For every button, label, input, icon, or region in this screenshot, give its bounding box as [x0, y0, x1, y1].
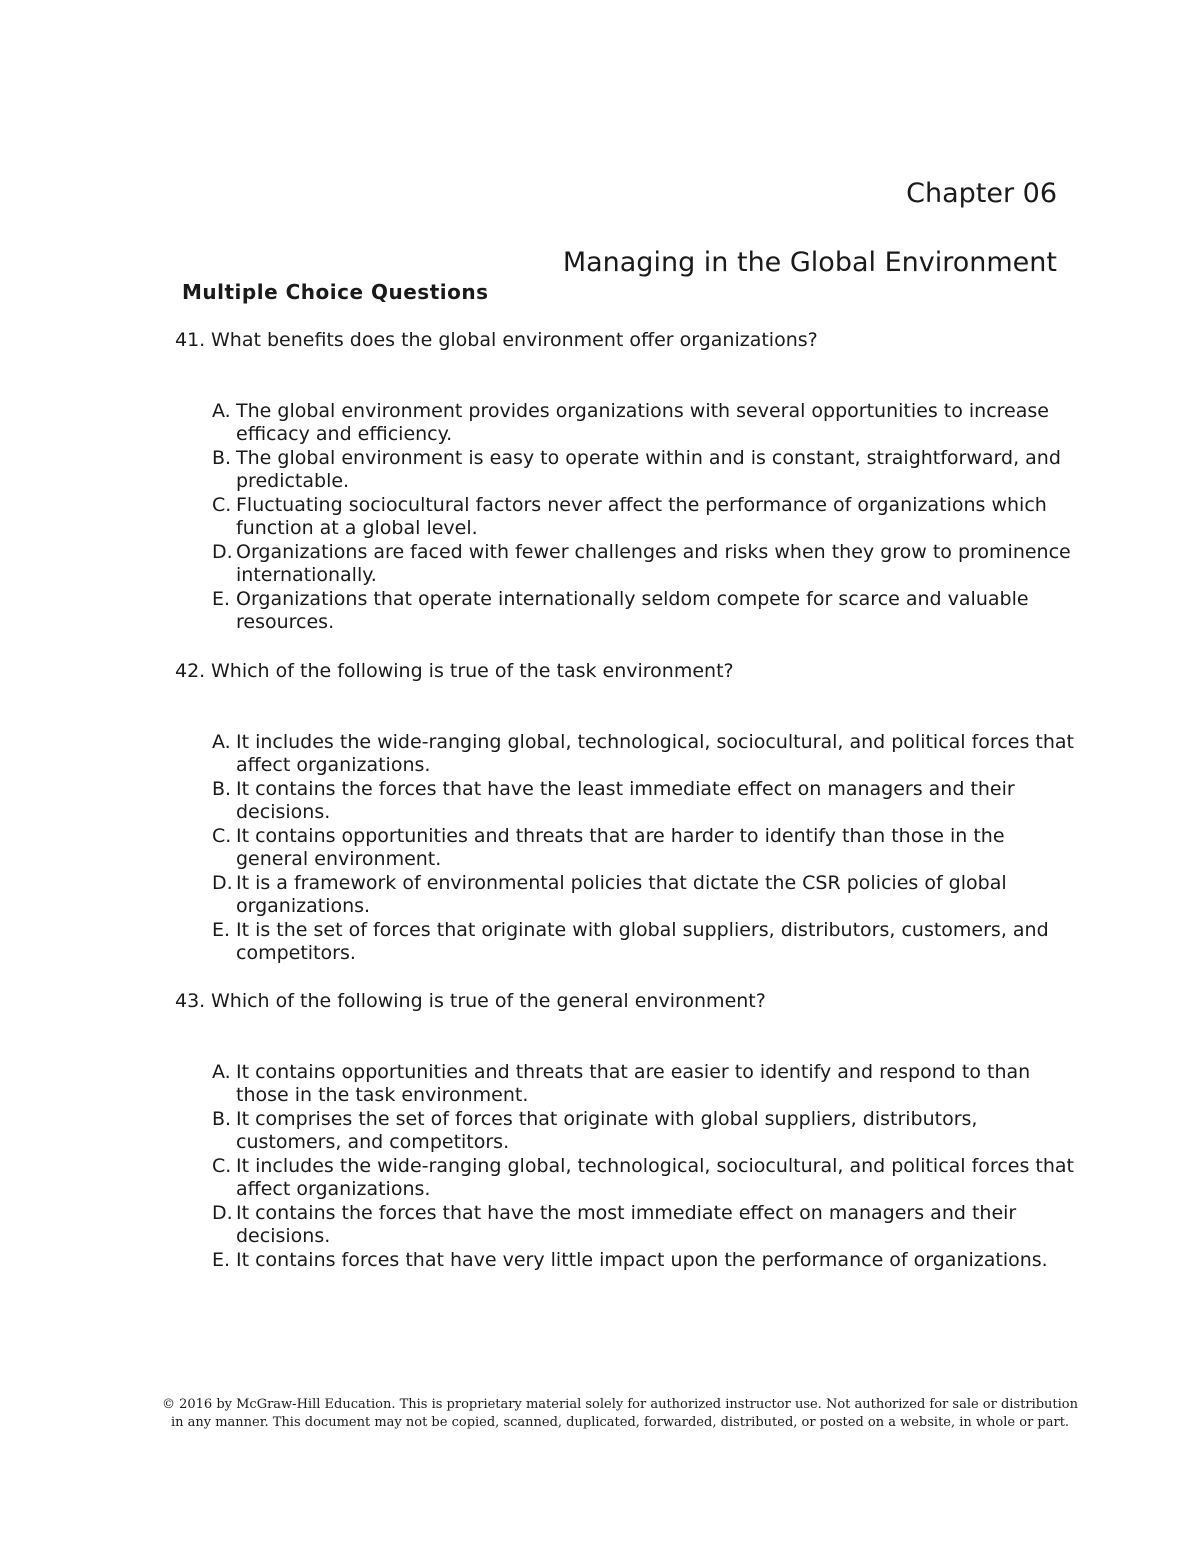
- copyright-line-1: © 2016 by McGraw-Hill Education. This is proprietary material solely for authorized instructor use. Not authorized for sale or distribution: [161, 1397, 1079, 1412]
- answer-options: [212, 731, 1075, 965]
- option-text: It is the set of forces that originate with global suppliers, distributors, customers, and competitors.: [236, 919, 1049, 964]
- option-letter: A.: [212, 400, 231, 422]
- answer-options: [212, 1061, 1075, 1272]
- option-letter: C.: [212, 494, 232, 516]
- option-letter: B.: [212, 778, 232, 800]
- question-number: 43.: [175, 990, 206, 1012]
- answer-option: [212, 778, 1075, 824]
- answer-option: [212, 872, 1075, 918]
- question-stem: [175, 328, 1075, 352]
- copyright-line-2: in any manner. This document may not be copied, scanned, duplicated, forwarded, distributed, or posted on a website, in whole or part.: [170, 1415, 1070, 1430]
- option-text: It comprises the set of forces that originate with global suppliers, distributors, customers, and competitors.: [236, 1108, 978, 1153]
- question-text: Which of the following is true of the general environment?: [211, 990, 766, 1012]
- option-text: It includes the wide-ranging global, technological, sociocultural, and political forces that affect organizations.: [236, 1155, 1074, 1200]
- chapter-subtitle: Managing in the Global Environment: [562, 247, 1057, 278]
- option-text: It contains forces that have very little impact upon the performance of organizations.: [236, 1249, 1048, 1271]
- option-text: The global environment provides organizations with several opportunities to increase efficacy and efficiency.: [236, 400, 1049, 445]
- option-letter: E.: [212, 588, 231, 610]
- copyright-footer: [120, 1396, 1120, 1432]
- question-42: [175, 659, 1075, 981]
- option-letter: C.: [212, 1155, 232, 1177]
- option-letter: E.: [212, 919, 231, 941]
- question-text: What benefits does the global environment offer organizations?: [211, 329, 818, 351]
- answer-option: [212, 731, 1075, 777]
- option-text: It contains the forces that have the most immediate effect on managers and their decisions.: [236, 1202, 1017, 1247]
- option-letter: E.: [212, 1249, 231, 1271]
- option-letter: D.: [212, 541, 233, 563]
- answer-option: [212, 447, 1075, 493]
- answer-option: [212, 588, 1075, 634]
- answer-option: [212, 919, 1075, 965]
- option-text: It includes the wide-ranging global, technological, sociocultural, and political forces that affect organizations.: [236, 731, 1074, 776]
- answer-option: [212, 494, 1075, 540]
- answer-option: [212, 1202, 1075, 1248]
- question-43: [175, 989, 1075, 1288]
- answer-option: [212, 541, 1075, 587]
- answer-option: [212, 1249, 1075, 1272]
- option-letter: A.: [212, 731, 231, 753]
- option-text: Organizations are faced with fewer challenges and risks when they grow to prominence internationally.: [236, 541, 1071, 586]
- question-number: 42.: [175, 660, 206, 682]
- question-text: Which of the following is true of the task environment?: [211, 660, 734, 682]
- answer-option: [212, 1155, 1075, 1201]
- answer-option: [212, 400, 1075, 446]
- answer-option: [212, 825, 1075, 871]
- question-41: [175, 328, 1075, 650]
- option-letter: D.: [212, 872, 233, 894]
- option-text: It contains the forces that have the least immediate effect on managers and their decisions.: [236, 778, 1015, 823]
- option-text: Organizations that operate internationally seldom compete for scarce and valuable resources.: [236, 588, 1029, 633]
- chapter-title: Chapter 06: [906, 178, 1057, 209]
- question-stem: [175, 659, 1075, 683]
- option-letter: B.: [212, 1108, 232, 1130]
- answer-option: [212, 1108, 1075, 1154]
- option-letter: B.: [212, 447, 232, 469]
- option-text: It contains opportunities and threats that are harder to identify than those in the general environment.: [236, 825, 1005, 870]
- option-letter: A.: [212, 1061, 231, 1083]
- section-heading: Multiple Choice Questions: [182, 280, 489, 304]
- option-text: The global environment is easy to operate within and is constant, straightforward, and predictable.: [236, 447, 1061, 492]
- answer-options: [212, 400, 1075, 634]
- question-number: 41.: [175, 329, 206, 351]
- option-letter: D.: [212, 1202, 233, 1224]
- question-stem: [175, 989, 1075, 1013]
- option-text: It is a framework of environmental policies that dictate the CSR policies of global organizations.: [236, 872, 1007, 917]
- option-letter: C.: [212, 825, 232, 847]
- option-text: It contains opportunities and threats that are easier to identify and respond to than those in the task environment.: [236, 1061, 1031, 1106]
- option-text: Fluctuating sociocultural factors never affect the performance of organizations which function at a global level.: [236, 494, 1047, 539]
- answer-option: [212, 1061, 1075, 1107]
